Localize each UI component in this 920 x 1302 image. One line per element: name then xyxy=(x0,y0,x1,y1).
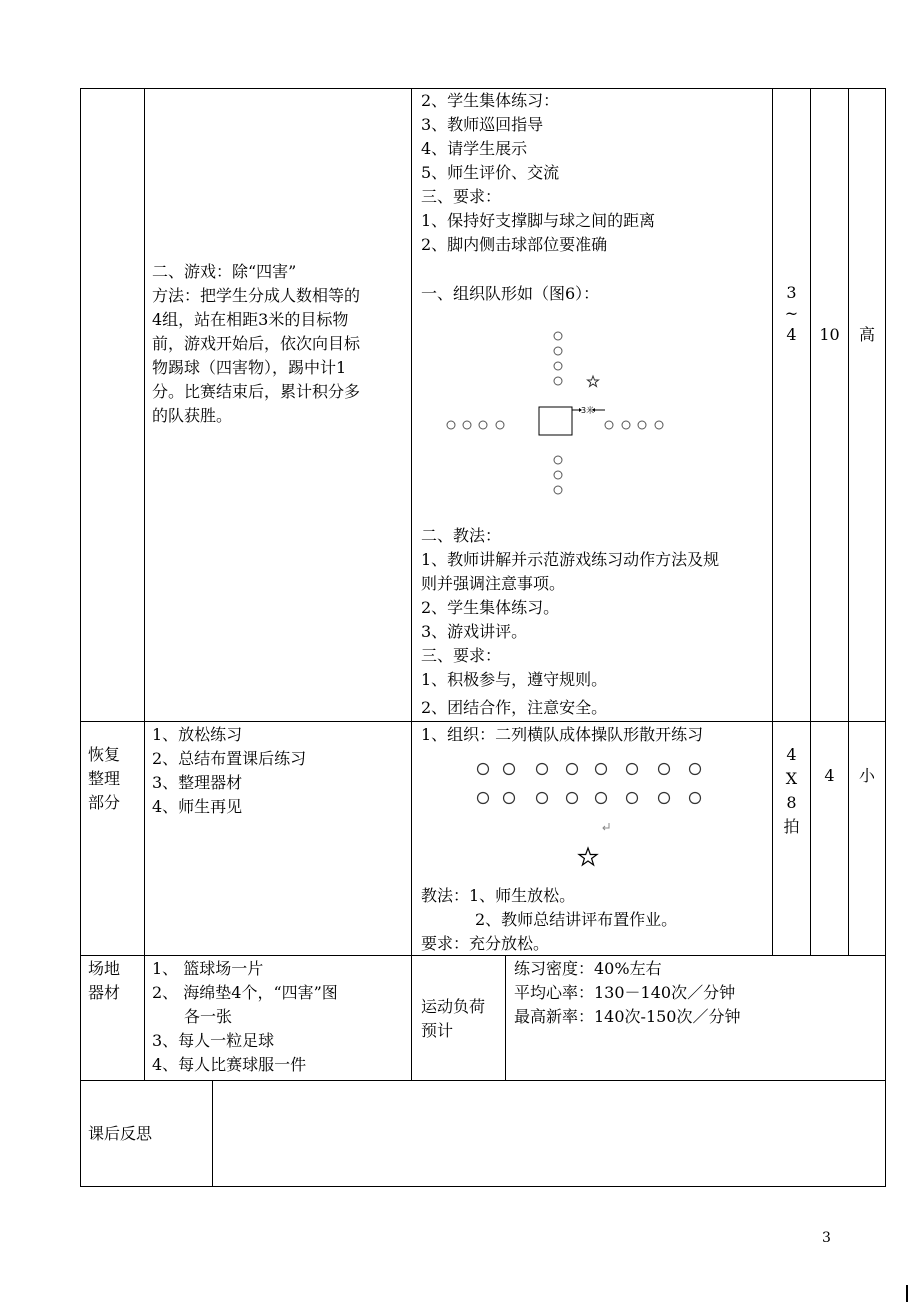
times-cell xyxy=(773,281,810,347)
load-value: 最高新率：140次-150次／分钟 xyxy=(514,1007,741,1026)
text-line: 方法：把学生分成人数相等的 xyxy=(152,286,361,305)
student-icon xyxy=(463,421,471,429)
text-line: 1、保持好支撑脚与球之间的距离 xyxy=(421,211,656,230)
col-divider-d xyxy=(810,88,811,956)
intensity-cell: 高 xyxy=(858,325,875,344)
student-icon xyxy=(554,377,562,385)
text-line: 的队获胜。 xyxy=(152,406,233,425)
minutes-cell: 4 xyxy=(824,766,835,785)
text-line: 5、师生评价、交流 xyxy=(421,163,560,182)
text-line: 预计 xyxy=(421,1021,454,1040)
formation-diagram-game xyxy=(411,325,772,525)
text-line: 二、教法： xyxy=(421,526,502,545)
student-icon xyxy=(478,764,489,775)
text-line: 恢复 xyxy=(88,745,121,764)
table-border-bottom xyxy=(80,1186,886,1187)
game-method xyxy=(421,524,719,720)
student-icon xyxy=(496,421,504,429)
recovery-content xyxy=(152,723,306,819)
edge-mark xyxy=(906,1285,908,1302)
student-icon xyxy=(537,764,548,775)
text-line: 三、要求： xyxy=(421,646,502,665)
times-value: 8 xyxy=(786,793,797,812)
list-item: 3、每人一粒足球 xyxy=(152,1031,275,1050)
student-icon xyxy=(596,793,607,804)
text-line: 整理 xyxy=(88,769,121,788)
student-icon xyxy=(659,764,670,775)
student-icon xyxy=(659,793,670,804)
list-item: 4、每人比赛球服一件 xyxy=(152,1055,307,1074)
student-icon xyxy=(567,793,578,804)
text-line: 1、教师讲解并示范游戏练习动作方法及规 xyxy=(421,550,720,569)
equipment-list xyxy=(152,957,338,1077)
student-icon xyxy=(605,421,613,429)
student-icon xyxy=(504,764,515,775)
game-description xyxy=(152,260,360,428)
student-icon xyxy=(596,764,607,775)
student-icon xyxy=(690,793,701,804)
text-line: 4组，站在相距3米的目标物 xyxy=(152,310,349,329)
load-value: 平均心率：130－140次／分钟 xyxy=(514,983,736,1002)
table-border-right xyxy=(885,88,886,1187)
student-icon xyxy=(478,793,489,804)
text-line: 教法：1、师生放松。 xyxy=(421,886,576,905)
teacher-star-icon xyxy=(579,848,597,865)
times-value: 4 xyxy=(786,325,797,344)
student-icon xyxy=(447,421,455,429)
list-item: 2、 海绵垫4个，“四害”图 xyxy=(152,983,338,1002)
practice-steps xyxy=(421,89,655,257)
times-cell xyxy=(773,743,810,839)
student-icon xyxy=(554,486,562,494)
student-icon xyxy=(554,332,562,340)
student-icon xyxy=(655,421,663,429)
recovery-method xyxy=(421,884,677,956)
student-icon xyxy=(554,456,562,464)
text-line: 分。比赛结束后，累计积分多 xyxy=(152,382,361,401)
student-icon xyxy=(504,793,515,804)
text-line: 2、脚内侧击球部位要准确 xyxy=(421,235,608,254)
minutes-cell: 10 xyxy=(819,325,840,344)
recovery-organization: 1、组织：二列横队成体操队形散开练习 xyxy=(421,725,704,744)
text-line: 运动负荷 xyxy=(421,997,486,1016)
text-line: 三、要求： xyxy=(421,187,502,206)
section-label-equipment xyxy=(88,957,120,1005)
student-icon xyxy=(479,421,487,429)
text-line: 3、游戏讲评。 xyxy=(421,622,528,641)
list-item: 1、 篮球场一片 xyxy=(152,959,264,978)
reflection-label: 课后反思 xyxy=(88,1124,153,1143)
times-value: ~ xyxy=(784,304,799,323)
load-label xyxy=(421,995,485,1043)
student-icon xyxy=(690,764,701,775)
text-line: 2、学生集体练习。 xyxy=(421,598,560,617)
list-item: 3、整理器材 xyxy=(152,773,243,792)
col-divider-a xyxy=(144,88,145,1081)
student-icon xyxy=(554,347,562,355)
col-divider-e xyxy=(848,88,849,956)
times-value: X xyxy=(785,769,798,788)
row-divider-3 xyxy=(80,1080,886,1081)
text-line: 部分 xyxy=(88,793,121,812)
teacher-star-icon xyxy=(588,376,599,387)
text-line: 1、积极参与，遵守规则。 xyxy=(421,670,608,689)
return-mark-icon xyxy=(603,823,609,830)
list-item: 4、师生再见 xyxy=(152,797,243,816)
list-item: 各一张 xyxy=(184,1007,233,1026)
target-box xyxy=(539,407,572,435)
text-line: 2、教师总结讲评布置作业。 xyxy=(475,910,678,929)
load-values xyxy=(514,957,741,1029)
text-line: 则并强调注意事项。 xyxy=(421,574,566,593)
student-icon xyxy=(622,421,630,429)
student-icon xyxy=(567,764,578,775)
col-divider-load xyxy=(505,955,506,1081)
intensity-cell: 小 xyxy=(858,766,875,785)
text-line: 物踢球（四害物），踢中计1 xyxy=(152,358,347,377)
load-value: 练习密度：40%左右 xyxy=(514,959,662,978)
col-divider-b xyxy=(411,88,412,1081)
formation-diagram-recovery xyxy=(411,755,772,865)
student-icon xyxy=(627,764,638,775)
section-label-recovery xyxy=(88,743,120,815)
formation-label: 一、组织队形如（图6）： xyxy=(421,284,600,303)
list-item: 1、放松练习 xyxy=(152,725,243,744)
distance-label: 3米 xyxy=(581,406,595,415)
text-line: 要求：充分放松。 xyxy=(421,934,550,953)
text-line: 器材 xyxy=(88,983,121,1002)
page-number: 3 xyxy=(822,1230,831,1246)
row-divider-1 xyxy=(80,721,886,722)
student-icon xyxy=(554,471,562,479)
game-title: 二、游戏：除“四害” xyxy=(152,262,297,281)
times-value: 4 xyxy=(786,745,797,764)
text-line: 场地 xyxy=(88,959,121,978)
text-line: 前，游戏开始后，依次向目标 xyxy=(152,334,361,353)
text-line: 2、团结合作，注意安全。 xyxy=(421,698,608,717)
list-item: 2、总结布置课后练习 xyxy=(152,749,307,768)
text-line: 4、请学生展示 xyxy=(421,139,528,158)
text-line: 3、教师巡回指导 xyxy=(421,115,544,134)
col-divider-reflect xyxy=(212,1080,213,1187)
text-line: 2、学生集体练习： xyxy=(421,91,560,110)
student-icon xyxy=(627,793,638,804)
table-border-left xyxy=(80,88,81,1187)
times-value: 拍 xyxy=(783,817,800,836)
student-icon xyxy=(537,793,548,804)
times-value: 3 xyxy=(786,283,797,302)
student-icon xyxy=(638,421,646,429)
student-icon xyxy=(554,362,562,370)
